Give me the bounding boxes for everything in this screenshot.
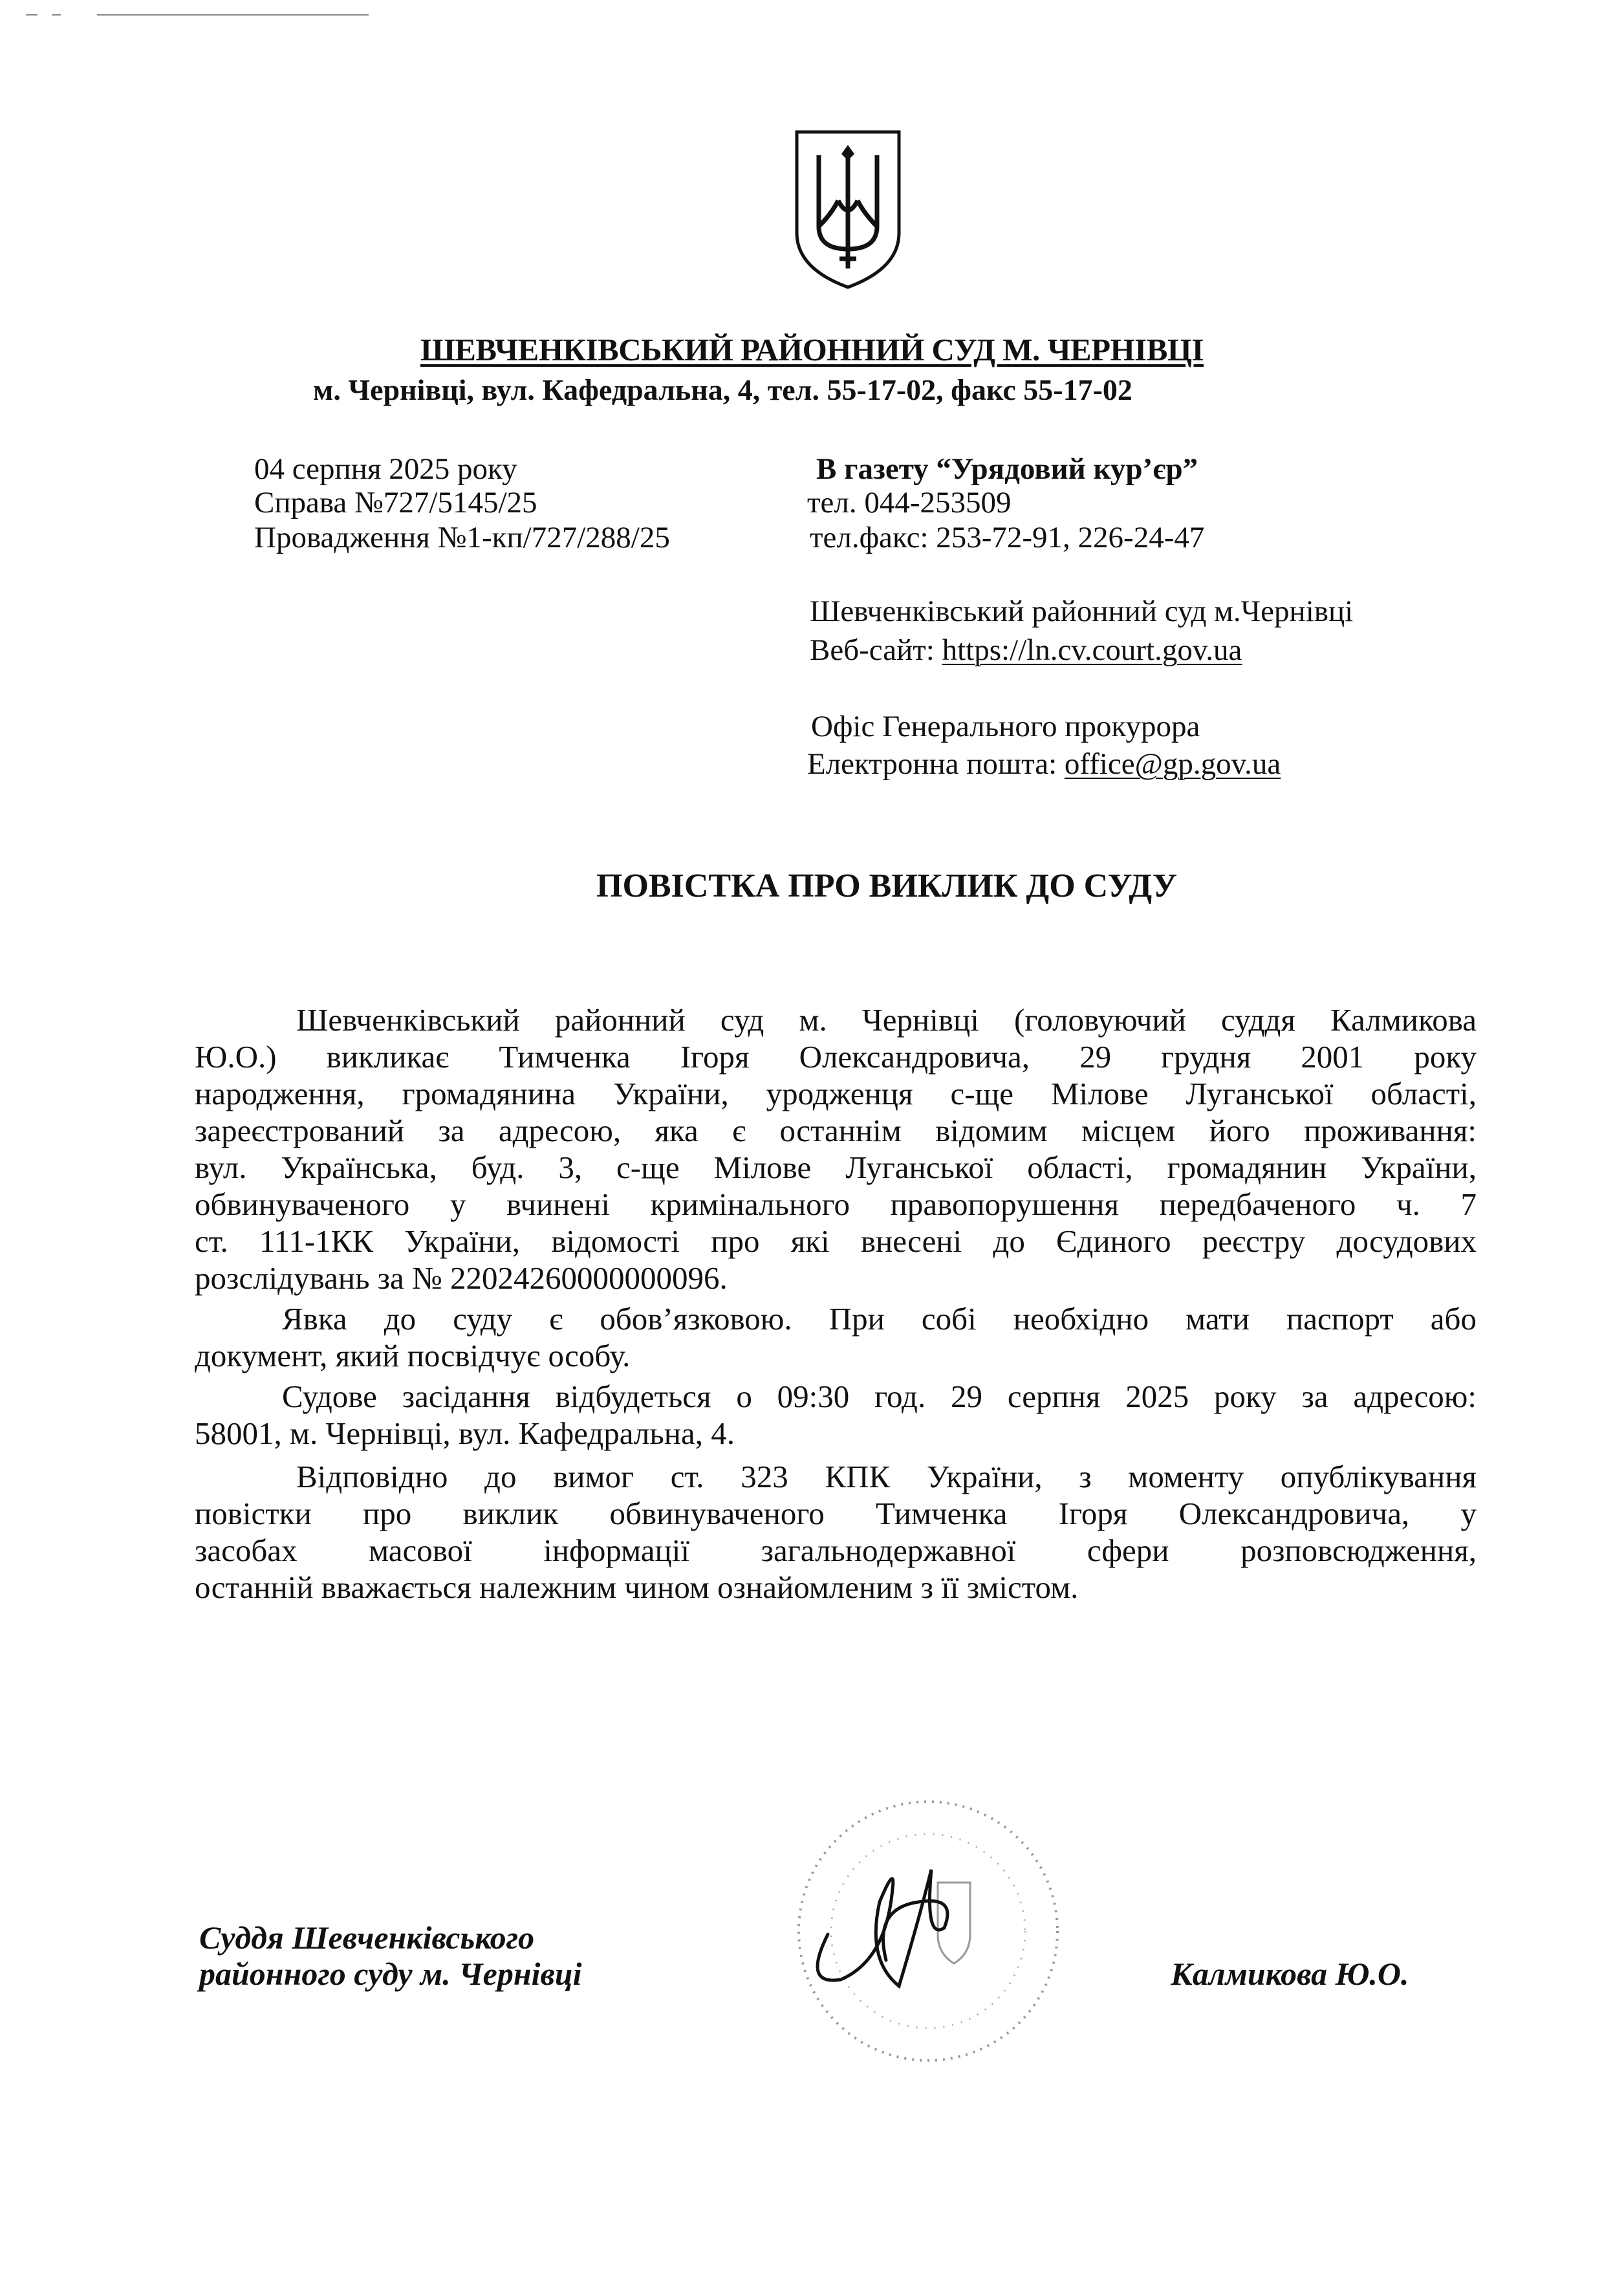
email-line: Електронна пошта: office@gp.gov.ua: [807, 747, 1281, 781]
court-address: м. Чернівці, вул. Кафедральна, 4, тел. 55-17-02, факс 55-17-02: [313, 373, 1132, 406]
text-line: Ю.О.) викликає Тимченка Ігоря Олександровича, 29 грудня 2001 року: [195, 1039, 1477, 1075]
text-line: Судове засідання відбудеться о 09:30 год. 29 серпня 2025 року за адресою:: [282, 1379, 1477, 1414]
text-line: народження, громадянина України, уродженця с-ще Мілове Луганської області,: [195, 1076, 1477, 1111]
proceeding-number: Провадження №1-кп/727/288/25: [254, 521, 670, 554]
scan-mark: [26, 14, 38, 16]
paragraph-legal-notice: [195, 1458, 1477, 1606]
text-line: документ, який посвідчує особу.: [195, 1338, 631, 1373]
recipient: В газету “Урядовий кур’єр”: [816, 452, 1198, 486]
paragraph-summons: [195, 1001, 1477, 1296]
text-line: Явка до суду є обов’язковою. При собі необхідно мати паспорт або: [282, 1301, 1477, 1337]
text-line: повістки про виклик обвинуваченого Тимченка Ігоря Олександровича, у: [195, 1496, 1477, 1531]
text-line: Шевченківський районний суд м. Чернівці (головуючий суддя Калмикова: [296, 1002, 1477, 1038]
recipient-phone: тел. 044-253509: [807, 486, 1012, 519]
website-line: Веб-сайт: https://ln.cv.court.gov.ua: [810, 633, 1242, 667]
prosecutor-label: Офіс Генерального прокурора: [811, 710, 1200, 743]
document-heading: ПОВІСТКА ПРО ВИКЛИК ДО СУДУ: [596, 868, 1177, 904]
court-stamp-with-signature: [789, 1792, 1067, 2070]
email-link[interactable]: office@gp.gov.ua: [1064, 747, 1281, 781]
text-line: зареєстрований за адресою, яка є останнім відомим місцем його проживання:: [195, 1113, 1477, 1148]
text-line: розслідувань за № 22024260000000096.: [195, 1260, 728, 1296]
text-line: Відповідно до вимог ст. 323 КПК України, з моменту опублікування: [296, 1459, 1477, 1494]
text-line: засобах масової інформації загальнодержавної сфери розповсюдження,: [195, 1533, 1477, 1568]
text-line: вул. Українська, буд. 3, с-ще Мілове Луганської області, громадянин України,: [195, 1150, 1477, 1185]
case-number: Справа №727/5145/25: [254, 486, 537, 519]
website-link[interactable]: https://ln.cv.court.gov.ua: [942, 633, 1242, 667]
text-line: 58001, м. Чернівці, вул. Кафедральна, 4.: [195, 1415, 735, 1451]
coat-of-arms-icon: [793, 129, 903, 290]
text-line: обвинуваченого у вчинені кримінального правопорушення передбаченого ч. 7: [195, 1186, 1477, 1222]
signatory-position-line2: районного суду м. Чернівці: [199, 1956, 582, 1992]
document-date: 04 серпня 2025 року: [254, 452, 517, 486]
signatory-name: Калмикова Ю.О.: [1171, 1956, 1409, 1992]
paragraph-attendance: [195, 1300, 1477, 1374]
paragraph-hearing: [195, 1378, 1477, 1452]
scan-mark: [52, 14, 61, 16]
scan-mark: [97, 14, 369, 16]
text-line: ст. 111-1КК України, відомості про які внесені до Єдиного реєстру досудових: [195, 1223, 1477, 1259]
court-label: Шевченківський районний суд м.Чернівці: [810, 595, 1354, 628]
document-body: [195, 1001, 1477, 1606]
signatory-position-line1: Суддя Шевченківського: [199, 1919, 535, 1956]
recipient-fax: тел.факс: 253-72-91, 226-24-47: [810, 521, 1205, 554]
court-name-header: ШЕВЧЕНКІВСЬКИЙ РАЙОННИЙ СУД М. ЧЕРНІВЦІ: [420, 332, 1204, 367]
text-line: останній вважається належним чином ознайомленим з її змістом.: [195, 1569, 1079, 1605]
